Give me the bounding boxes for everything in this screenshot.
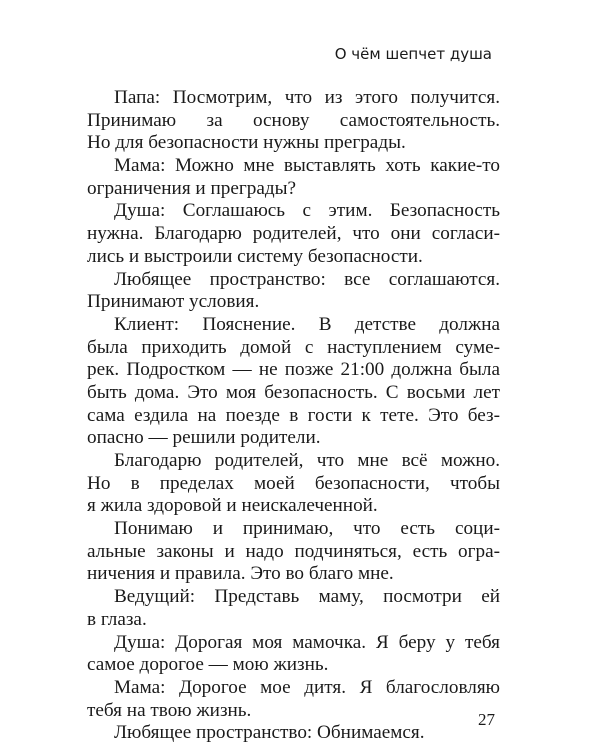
text-line: Принимаю за основу самостоятельность. — [87, 109, 500, 131]
text-line: рек. Подростком — не позже 21:00 должна была — [87, 359, 500, 381]
text-line: сама ездила на поезде в гости к тете. Это без- — [87, 404, 500, 426]
body-text — [87, 87, 500, 745]
text-line: Мама: Можно мне выставлять хоть какие-то — [114, 155, 500, 177]
text-line: Душа: Соглашаюсь с этим. Безопасность — [114, 200, 500, 222]
text-line: альные законы и надо подчиняться, есть огра- — [87, 540, 500, 562]
text-line: лись и выстроили систему безопасности. — [87, 245, 423, 267]
text-line: Любящее пространство: Обнимаемся. — [114, 722, 425, 744]
text-line: Понимаю и принимаю, что есть соци- — [114, 518, 500, 540]
text-line: я жила здоровой и неискалеченной. — [87, 495, 378, 517]
text-line: Душа: Дорогая моя мамочка. Я беру у тебя — [114, 631, 500, 653]
text-line: Принимают условия. — [87, 291, 260, 313]
text-line: опасно — решили родители. — [87, 427, 321, 449]
text-line: была приходить домой с наступлением суме- — [87, 336, 500, 358]
text-line: тебя на твою жизнь. — [87, 699, 252, 721]
text-line: Клиент: Пояснение. В детстве должна — [114, 313, 500, 335]
page-number: 27 — [478, 710, 495, 729]
text-line: в глаза. — [87, 608, 147, 630]
text-line: Мама: Дорогое мое дитя. Я благословляю — [114, 676, 500, 698]
text-line: Благодарю родителей, что мне всё можно. — [114, 450, 500, 471]
text-line: быть дома. Это моя безопасность. С восьми лет — [87, 381, 500, 403]
text-line: Папа: Посмотрим, что из этого получится. — [114, 87, 500, 108]
text-line: Но для безопасности нужны преграды. — [87, 132, 406, 154]
text-line: ограничения и преграды? — [87, 177, 297, 199]
running-head: О чём шепчет душа — [334, 45, 492, 63]
text-line: Ведущий: Представь маму, посмотри ей — [114, 586, 500, 608]
text-line: Любящее пространство: все соглашаются. — [114, 268, 500, 290]
text-line: самое дорогое — мою жизнь. — [87, 654, 329, 676]
text-line: нужна. Благодарю родителей, что они согласи- — [87, 223, 500, 245]
text-line: ничения и правила. Это во благо мне. — [87, 563, 394, 585]
text-line: Но в пределах моей безопасности, чтобы — [87, 472, 500, 494]
